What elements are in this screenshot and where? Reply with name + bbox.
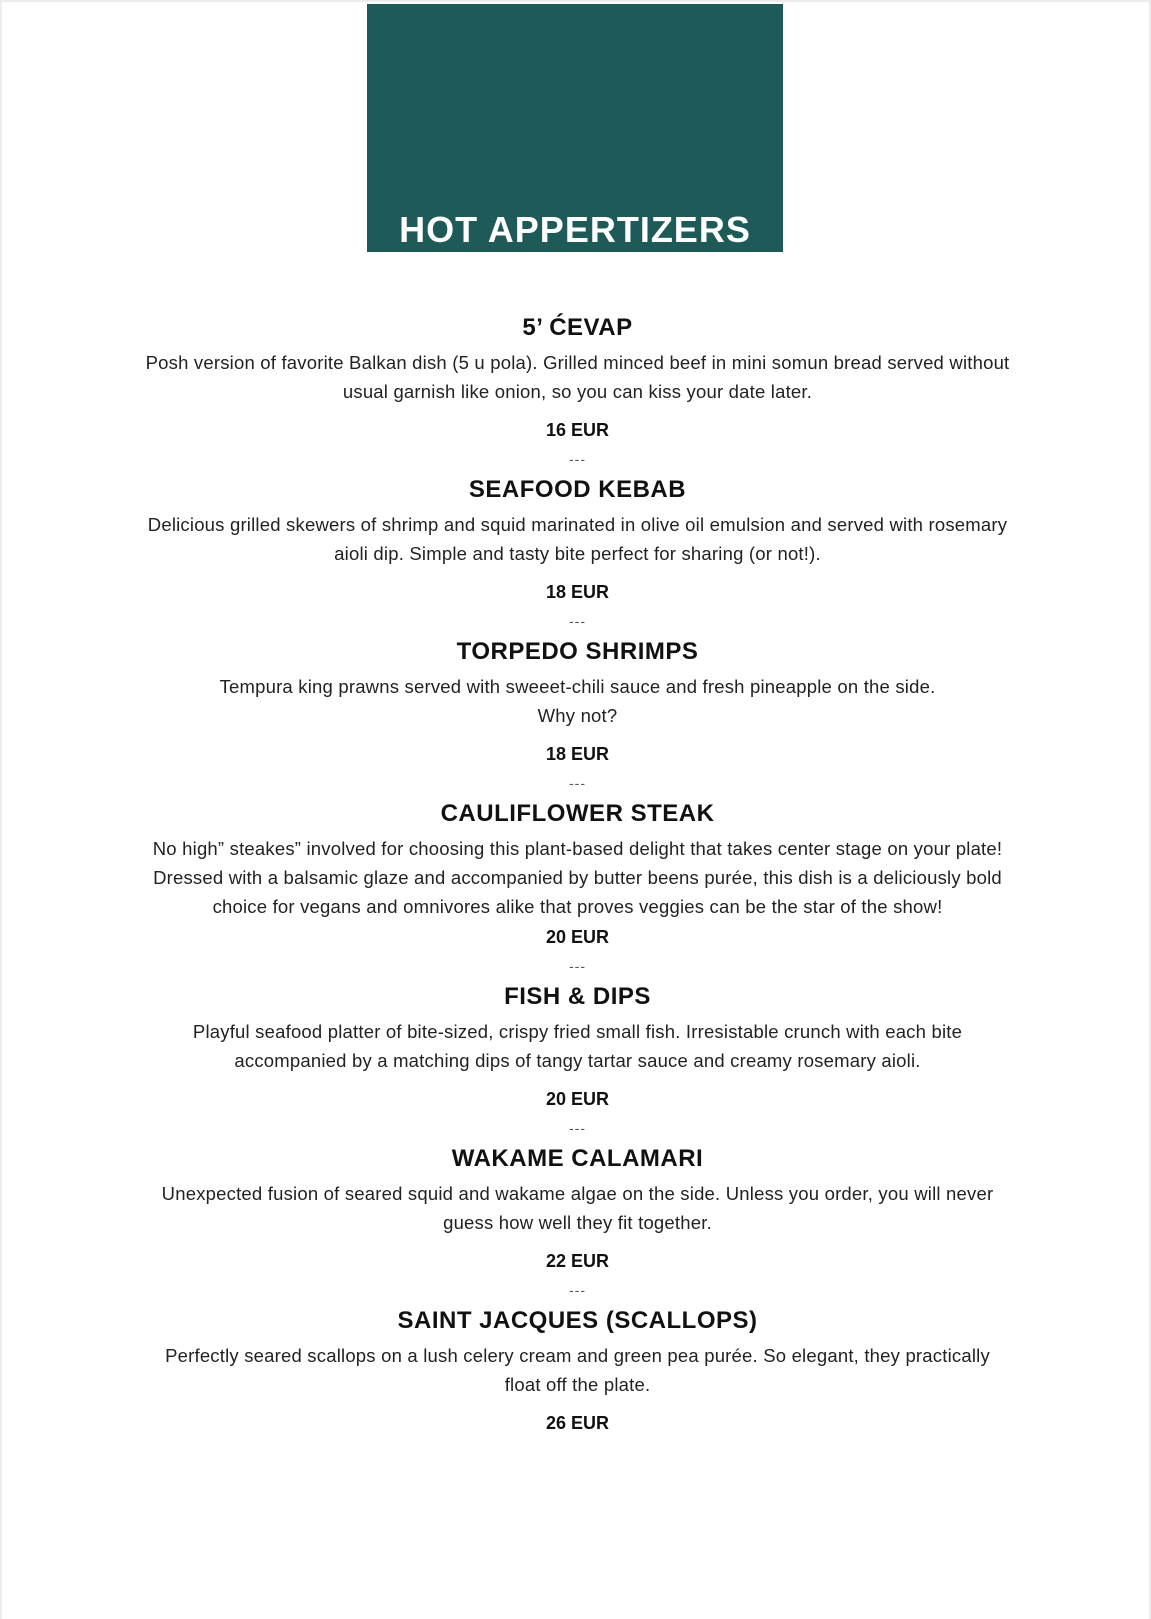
separator: --- bbox=[569, 775, 586, 791]
menu-item bbox=[2, 310, 1151, 442]
item-price: 20 EUR bbox=[545, 1089, 610, 1109]
header-banner bbox=[367, 4, 783, 252]
section-title: HOT APPERTIZERS bbox=[399, 209, 751, 250]
item-price: 20 EUR bbox=[545, 927, 610, 947]
item-description: Perfectly seared scallops on a lush celery cream and green pea purée. So elegant, they practically float off the plate. bbox=[165, 1345, 990, 1395]
item-description: Delicious grilled skewers of shrimp and squid marinated in olive oil emulsion and served with rosemary aioli dip. Simple and tasty bite perfect for sharing (or not!). bbox=[147, 514, 1008, 564]
menu-item bbox=[2, 979, 1151, 1111]
item-description: Tempura king prawns served with sweeet-chili sauce and fresh pineapple on the side. Why not? bbox=[219, 676, 936, 726]
separator: --- bbox=[569, 1282, 586, 1298]
item-name: CAULIFLOWER STEAK bbox=[440, 800, 715, 827]
item-description: Unexpected fusion of seared squid and wakame algae on the side. Unless you order, you will never guess how well they fit together. bbox=[161, 1183, 994, 1233]
item-name: FISH & DIPS bbox=[504, 983, 651, 1010]
item-name: 5’ ĆEVAP bbox=[522, 314, 633, 341]
item-price: 18 EUR bbox=[545, 744, 610, 764]
item-name: WAKAME CALAMARI bbox=[451, 1145, 704, 1172]
item-price: 18 EUR bbox=[545, 582, 610, 602]
menu-list bbox=[2, 310, 1151, 1435]
item-description: Playful seafood platter of bite-sized, crispy fried small fish. Irresistable crunch with each bite accompanied by a matching dips of tangy tartar sauce and creamy rosemary aioli. bbox=[192, 1021, 963, 1071]
item-price: 22 EUR bbox=[545, 1251, 610, 1271]
menu-item bbox=[2, 796, 1151, 949]
menu-item bbox=[2, 472, 1151, 604]
item-price: 26 EUR bbox=[545, 1413, 610, 1433]
item-name: SAINT JACQUES (SCALLOPS) bbox=[397, 1307, 758, 1334]
separator: --- bbox=[569, 1120, 586, 1136]
item-price: 16 EUR bbox=[545, 420, 610, 440]
item-description: No high” steakes” involved for choosing this plant-based delight that takes center stage on your plate! Dressed with a balsamic glaze and accompanied by butter beens purée, this dish is a deliciously bold choice for vegans and omnivores alike that proves veggies can be the star of the show! bbox=[152, 838, 1003, 917]
separator: --- bbox=[569, 613, 586, 629]
menu-item bbox=[2, 1141, 1151, 1273]
item-description: Posh version of favorite Balkan dish (5 u pola). Grilled minced beef in mini somun bread served without usual garnish like onion, so you can kiss your date later. bbox=[145, 352, 1010, 402]
item-name: TORPEDO SHRIMPS bbox=[456, 638, 699, 665]
separator: --- bbox=[569, 451, 586, 467]
menu-item bbox=[2, 634, 1151, 766]
menu-item bbox=[2, 1303, 1151, 1435]
separator: --- bbox=[569, 958, 586, 974]
item-name: SEAFOOD KEBAB bbox=[468, 476, 687, 503]
